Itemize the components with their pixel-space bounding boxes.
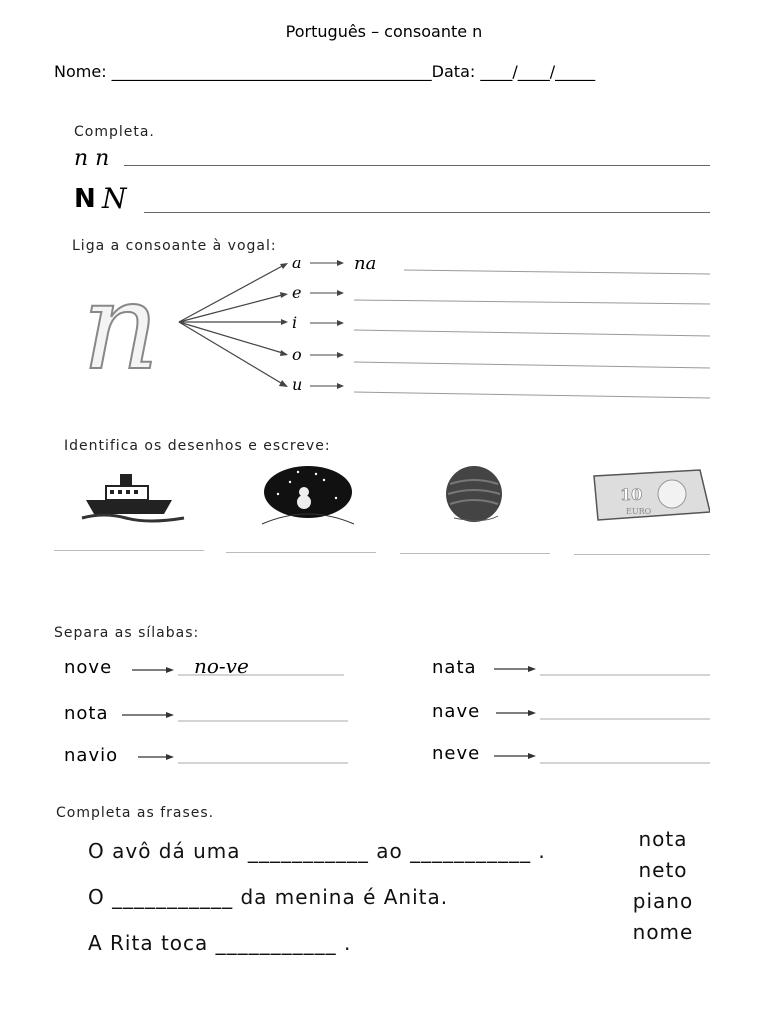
vowel-a: a — [292, 260, 302, 272]
example-na: na — [354, 260, 377, 274]
worksheet-top — [54, 120, 710, 560]
banknote-picture — [594, 470, 710, 520]
ship-picture — [82, 474, 184, 521]
word-neve: neve — [432, 743, 481, 764]
yarn-ball-picture — [446, 466, 502, 522]
writing-line[interactable] — [400, 553, 550, 554]
instruction-desenhos: Identifica os desenhos e escreve: — [64, 438, 331, 454]
word-bank-item: nota — [638, 827, 688, 851]
writing-line[interactable] — [226, 552, 376, 553]
writing-line[interactable] — [124, 165, 710, 166]
lowercase-n-example: n n — [74, 146, 110, 171]
page-title: Português – consoante n — [285, 22, 483, 41]
writing-line[interactable] — [54, 550, 204, 551]
vowel-e: e — [292, 283, 302, 302]
big-n-letter: n — [82, 260, 160, 397]
instruction-frases: Completa as frases. — [56, 805, 215, 821]
word-nove: nove — [64, 657, 113, 678]
word-nata: nata — [432, 657, 477, 678]
example-syllables: no-ve — [194, 655, 249, 678]
sentence-3: A Rita toca ___________ . — [88, 931, 352, 955]
word-bank-item: neto — [638, 858, 688, 882]
word-nave: nave — [432, 701, 481, 722]
writing-line[interactable] — [574, 554, 710, 555]
pictures-row — [54, 462, 710, 562]
instruction-completa: Completa. — [74, 124, 155, 140]
sentence-2: O ___________ da menina é Anita. — [88, 885, 449, 909]
instruction-liga: Liga a consoante à vogal: — [72, 238, 277, 254]
word-navio: navio — [64, 745, 119, 766]
vowel-u: u — [292, 375, 303, 394]
worksheet-bottom — [54, 615, 710, 960]
uppercase-n-cursive: N — [102, 182, 127, 215]
snowman-picture — [262, 466, 354, 524]
sentence-1: O avô dá uma ___________ ao ___________ . — [88, 839, 546, 863]
banknote-value: 10 — [620, 485, 643, 504]
word-bank-item: piano — [632, 889, 694, 913]
writing-line[interactable] — [144, 212, 710, 213]
uppercase-n-print: N — [74, 184, 96, 214]
name-date-line[interactable]: Nome: ________________________________________Data: ____/____/_____ — [54, 62, 596, 81]
connect-diagram — [54, 260, 710, 420]
vowel-i: i — [292, 313, 298, 332]
vowel-o: o — [292, 345, 302, 364]
syllable-arrows — [54, 655, 710, 775]
word-bank-item: nome — [632, 920, 694, 944]
word-nota: nota — [64, 703, 109, 724]
banknote-currency: EURO — [626, 507, 652, 516]
instruction-separa: Separa as sílabas: — [54, 625, 200, 641]
